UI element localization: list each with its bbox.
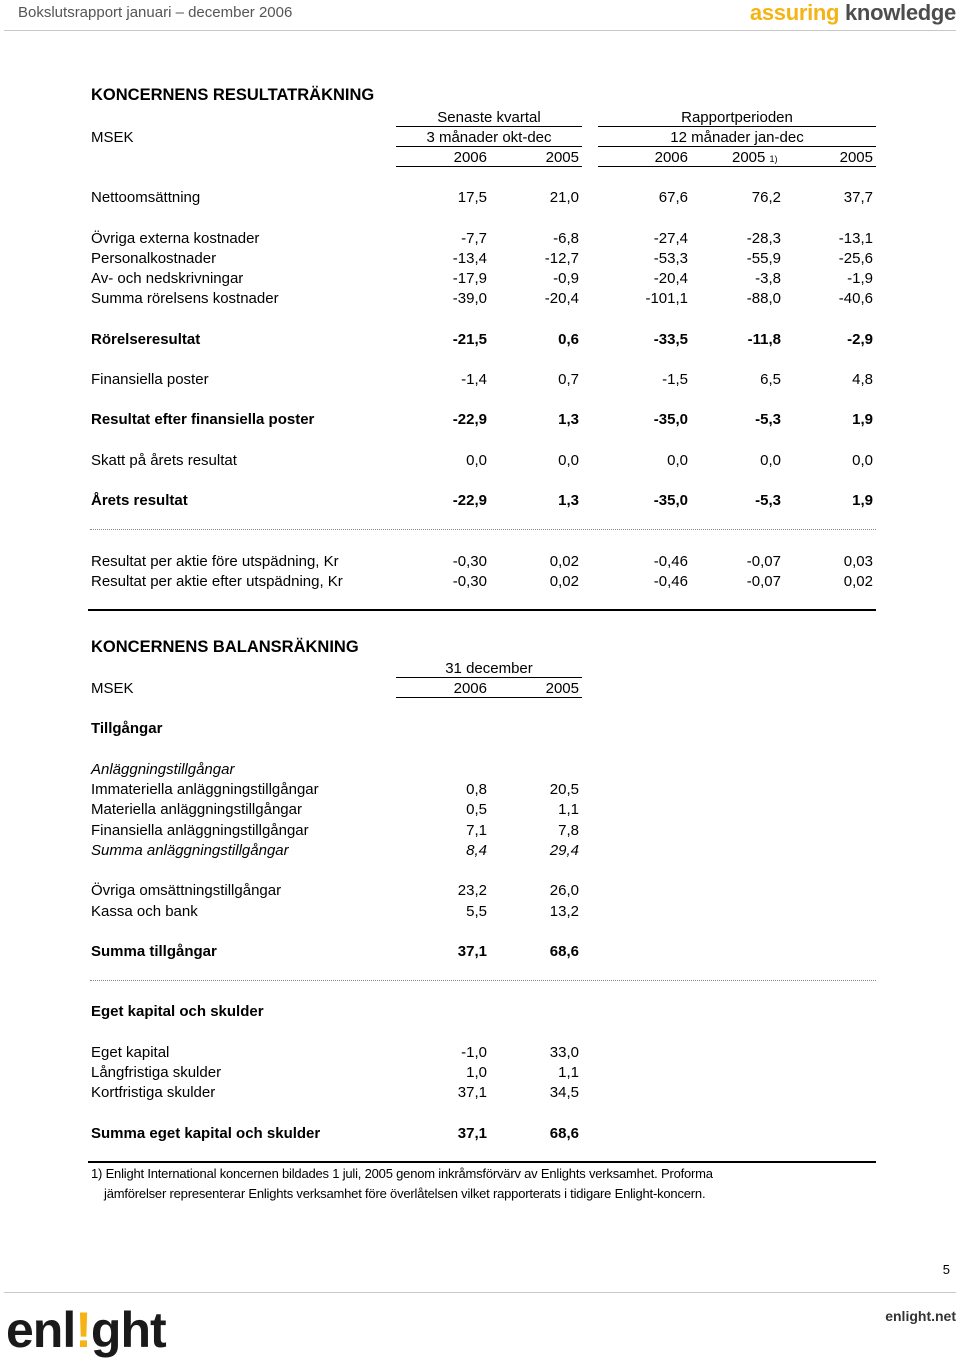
income-row-label: Personalkostnader xyxy=(91,250,217,267)
balance-unit-label: MSEK xyxy=(91,680,134,697)
income-row-label: Av- och nedskrivningar xyxy=(91,270,244,287)
income-statement-title: KONCERNENS RESULTATRÄKNING xyxy=(91,86,375,104)
website-link[interactable]: enlight.net xyxy=(885,1308,956,1324)
balance-row-value: 20,5 xyxy=(549,781,579,798)
income-row-value: 0,0 xyxy=(667,452,688,469)
income-row-value: -0,07 xyxy=(746,573,781,590)
income-unit-label: MSEK xyxy=(91,129,134,146)
income-year-col5: 2005 xyxy=(839,149,873,166)
balance-years-rule xyxy=(396,697,582,698)
income-row-value: 67,6 xyxy=(658,189,688,206)
period-months-rule xyxy=(598,146,876,147)
balance-row-value: 1,0 xyxy=(466,1064,487,1081)
income-row-value: -22,9 xyxy=(452,492,487,509)
income-row-value: -0,07 xyxy=(746,553,781,570)
income-row-value: -28,3 xyxy=(746,230,781,247)
income-row-label: Resultat per aktie före utspädning, Kr xyxy=(91,553,339,570)
income-row-value: 1,3 xyxy=(558,411,579,428)
income-row-value: -25,6 xyxy=(838,250,873,267)
income-row-value: 0,0 xyxy=(852,452,873,469)
logo-part-2: ght xyxy=(90,1302,166,1358)
balance-dotted-divider xyxy=(90,980,876,981)
income-row-value: -1,5 xyxy=(662,371,688,388)
balance-row-label: Kortfristiga skulder xyxy=(91,1084,216,1101)
brand-word-assuring: assuring xyxy=(749,0,840,25)
balance-date-label: 31 december xyxy=(445,660,533,677)
income-row-value: -0,9 xyxy=(553,270,579,287)
income-row-value: -7,7 xyxy=(461,230,487,247)
income-row-label: Årets resultat xyxy=(91,492,188,509)
income-row-value: 0,03 xyxy=(843,553,873,570)
balance-row-value: 37,1 xyxy=(457,943,487,960)
income-row-value: -101,1 xyxy=(645,290,688,307)
income-row-value: -13,1 xyxy=(838,230,873,247)
assets-heading: Tillgångar xyxy=(91,720,163,737)
balance-row-value: -1,0 xyxy=(461,1044,487,1061)
income-row-value: -2,9 xyxy=(847,331,873,348)
balance-row-value: 13,2 xyxy=(549,903,579,920)
income-row-value: -11,8 xyxy=(747,331,781,348)
income-row-value: -53,3 xyxy=(653,250,688,267)
balance-row-value: 23,2 xyxy=(457,882,487,899)
quarter-period-rule xyxy=(396,146,582,147)
balance-row-value: 37,1 xyxy=(457,1084,487,1101)
income-row-value: -6,8 xyxy=(553,230,579,247)
balance-year-col1: 2006 xyxy=(453,680,487,697)
income-row-value: -17,9 xyxy=(452,270,487,287)
balance-row-label: Finansiella anläggningstillgångar xyxy=(91,822,309,839)
income-row-value: -20,4 xyxy=(653,270,688,287)
balance-row-value: 5,5 xyxy=(466,903,487,920)
quarter-header-rule xyxy=(396,126,582,127)
income-row-value: -0,30 xyxy=(452,553,487,570)
income-row-value: -88,0 xyxy=(746,290,781,307)
income-row-label: Rörelseresultat xyxy=(91,331,201,348)
footnote-line-2: jämförelser representerar Enlights verksamhet före överlåtelsen vilket rapporterats i tidigare Enlight-koncern. xyxy=(104,1186,706,1201)
income-row-value: -5,3 xyxy=(755,411,781,428)
period-group-label: Rapportperioden xyxy=(681,109,793,126)
brand-word-knowledge: knowledge xyxy=(845,0,956,25)
income-row-value: -35,0 xyxy=(653,411,688,428)
income-row-value: -20,4 xyxy=(544,290,579,307)
income-year-col2: 2005 xyxy=(545,149,579,166)
income-row-value: 0,6 xyxy=(558,331,579,348)
balance-row-value: 68,6 xyxy=(549,1125,579,1142)
income-row-value: -3,8 xyxy=(755,270,781,287)
page-number: 5 xyxy=(942,1262,950,1277)
income-row-value: -5,3 xyxy=(755,492,781,509)
income-row-label: Resultat efter finansiella poster xyxy=(91,411,315,428)
quarter-years-rule xyxy=(396,166,582,167)
income-row-value: -55,9 xyxy=(746,250,781,267)
income-row-value: 4,8 xyxy=(852,371,873,388)
balance-row-label: Övriga omsättningstillgångar xyxy=(91,882,282,899)
income-row-value: -0,46 xyxy=(653,553,688,570)
balance-row-value: 1,1 xyxy=(558,1064,579,1081)
income-row-value: -27,4 xyxy=(653,230,688,247)
equity-liabilities-heading: Eget kapital och skulder xyxy=(91,1003,264,1020)
balance-sheet-title: KONCERNENS BALANSRÄKNING xyxy=(91,638,359,656)
income-row-value: 0,0 xyxy=(466,452,487,469)
balance-row-value: 8,4 xyxy=(466,842,487,859)
balance-row-value: 37,1 xyxy=(457,1125,487,1142)
income-row-value: -13,4 xyxy=(452,250,487,267)
income-row-value: 17,5 xyxy=(457,189,487,206)
income-row-value: 1,9 xyxy=(852,411,873,428)
income-row-value: 0,02 xyxy=(549,573,579,590)
income-row-value: -22,9 xyxy=(452,411,487,428)
income-row-label: Finansiella poster xyxy=(91,371,209,388)
footnote-line-1: 1) Enlight International koncernen bildades 1 juli, 2005 genom inkråmsförvärv av Enlights verksamhet. Proforma xyxy=(91,1166,713,1181)
balance-row-value: 68,6 xyxy=(549,943,579,960)
income-year-col1: 2006 xyxy=(453,149,487,166)
balance-row-label: Kassa och bank xyxy=(91,903,198,920)
income-row-value: -40,6 xyxy=(838,290,873,307)
section-divider xyxy=(88,609,876,611)
balance-row-value: 7,8 xyxy=(558,822,579,839)
document-title: Bokslutsrapport januari – december 2006 xyxy=(18,4,293,21)
balance-row-value: 7,1 xyxy=(466,822,487,839)
footnote-divider xyxy=(88,1161,876,1163)
balance-row-value: 26,0 xyxy=(549,882,579,899)
balance-row-label: Summa eget kapital och skulder xyxy=(91,1125,321,1142)
fixed-assets-heading: Anläggningstillgångar xyxy=(91,761,235,778)
income-row-value: 1,9 xyxy=(852,492,873,509)
income-row-value: 6,5 xyxy=(760,371,781,388)
income-row-label: Skatt på årets resultat xyxy=(91,452,237,469)
income-row-label: Övriga externa kostnader xyxy=(91,230,260,247)
income-row-value: -12,7 xyxy=(544,250,579,267)
income-row-value: 0,0 xyxy=(760,452,781,469)
balance-row-label: Eget kapital xyxy=(91,1044,170,1061)
income-year-col4-value: 2005 xyxy=(732,149,766,166)
quarter-period-label: 3 månader okt-dec xyxy=(426,129,552,146)
balance-row-label: Immateriella anläggningstillgångar xyxy=(91,781,319,798)
income-dotted-divider xyxy=(90,529,876,530)
income-row-value: 0,7 xyxy=(558,371,579,388)
balance-row-label: Summa anläggningstillgångar xyxy=(91,842,289,859)
balance-row-label: Långfristiga skulder xyxy=(91,1064,222,1081)
balance-row-value: 33,0 xyxy=(549,1044,579,1061)
income-row-value: -0,30 xyxy=(452,573,487,590)
balance-row-value: 29,4 xyxy=(549,842,579,859)
income-row-value: -35,0 xyxy=(653,492,688,509)
income-row-value: 0,02 xyxy=(549,553,579,570)
income-year-col3: 2006 xyxy=(654,149,688,166)
period-header-rule xyxy=(598,126,876,127)
income-row-value: 0,02 xyxy=(843,573,873,590)
income-row-value: 37,7 xyxy=(843,189,873,206)
logo-bang: ! xyxy=(75,1302,91,1358)
quarter-group-label: Senaste kvartal xyxy=(437,109,541,126)
balance-year-col2: 2005 xyxy=(545,680,579,697)
period-months-label: 12 månader jan-dec xyxy=(670,129,804,146)
header-divider xyxy=(4,30,956,31)
income-row-value: 0,0 xyxy=(558,452,579,469)
balance-row-value: 0,8 xyxy=(466,781,487,798)
income-row-label: Resultat per aktie efter utspädning, Kr xyxy=(91,573,343,590)
balance-row-label: Summa tillgångar xyxy=(91,943,217,960)
income-row-value: -0,46 xyxy=(653,573,688,590)
balance-date-rule xyxy=(396,677,582,678)
income-row-value: -33,5 xyxy=(653,331,688,348)
income-row-value: -39,0 xyxy=(452,290,487,307)
footer-divider xyxy=(4,1292,956,1293)
footnote-ref: 1) xyxy=(769,154,778,164)
enlight-logo xyxy=(6,1300,166,1360)
logo-part-1: enl xyxy=(6,1302,76,1358)
income-row-value: 21,0 xyxy=(549,189,579,206)
brand-tagline xyxy=(750,0,956,26)
period-years-rule xyxy=(598,166,876,167)
balance-row-label: Materiella anläggningstillgångar xyxy=(91,801,302,818)
balance-row-value: 0,5 xyxy=(466,801,487,818)
balance-row-value: 1,1 xyxy=(558,801,579,818)
income-row-value: -1,4 xyxy=(461,371,487,388)
income-row-label: Nettoomsättning xyxy=(91,189,201,206)
income-row-value: 76,2 xyxy=(751,189,781,206)
balance-row-value: 34,5 xyxy=(549,1084,579,1101)
income-row-value: -21,5 xyxy=(452,331,487,348)
income-row-value: -1,9 xyxy=(847,270,873,287)
income-row-label: Summa rörelsens kostnader xyxy=(91,290,279,307)
income-row-value: 1,3 xyxy=(558,492,579,509)
